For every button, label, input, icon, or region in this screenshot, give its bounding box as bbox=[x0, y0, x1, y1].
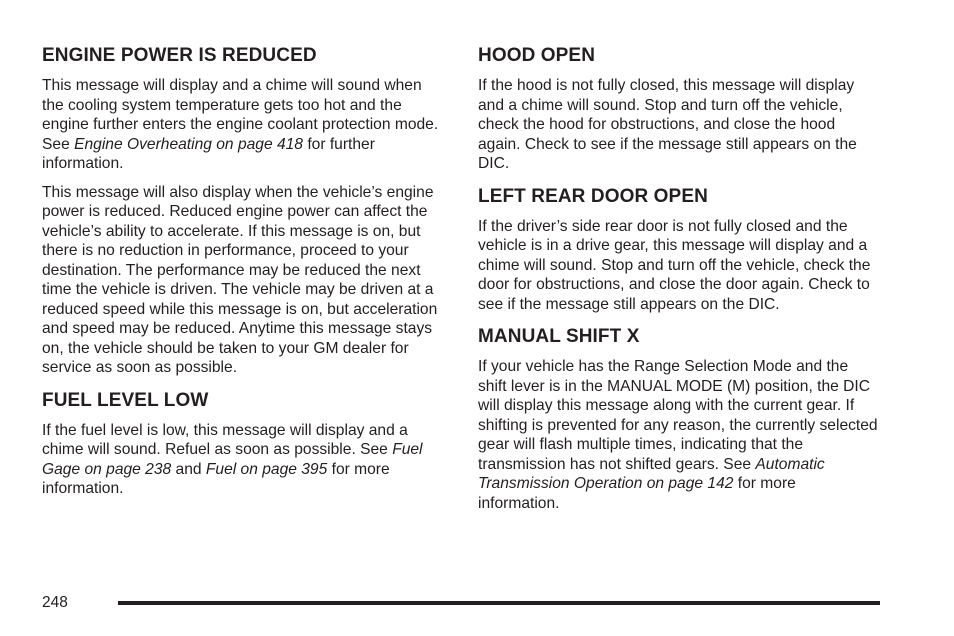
paragraph bbox=[42, 421, 444, 499]
footer-rule bbox=[118, 601, 880, 605]
paragraph: If the hood is not fully closed, this message will display and a chime will sound. Stop and turn off the vehicle, check the hood for obstructions, and close the hood again. Check to see if the message still appears on the DIC. bbox=[478, 77, 857, 172]
section-heading: ENGINE POWER IS REDUCED bbox=[42, 45, 317, 66]
right-column bbox=[478, 45, 880, 525]
paragraph bbox=[478, 357, 880, 513]
paragraph: If the driver’s side rear door is not fully closed and the vehicle is in a drive gear, this message will display and a chime will sound. Stop and turn off the vehicle, check the door for obstructions, and close the door again. Check to see if the message still appears on the DIC. bbox=[478, 217, 871, 313]
cross-reference-link[interactable]: Fuel Gage on page 238 bbox=[42, 441, 423, 478]
section-engine-power-reduced bbox=[42, 45, 444, 378]
body-text: for more information. bbox=[478, 475, 796, 512]
section-manual-shift-x bbox=[478, 326, 880, 513]
body-text: for more information. bbox=[42, 460, 390, 497]
body-text: for further information. bbox=[42, 135, 375, 172]
section-left-rear-door-open bbox=[478, 186, 880, 315]
left-column bbox=[42, 45, 444, 511]
section-hood-open bbox=[478, 45, 880, 174]
cross-reference-link[interactable]: Engine Overheating on page 418 bbox=[74, 135, 303, 153]
section-heading: HOOD OPEN bbox=[478, 45, 596, 66]
paragraph bbox=[42, 76, 444, 174]
body-text: If the fuel level is low, this message will display and a chime will sound. Refuel as soon as possible. See bbox=[42, 421, 408, 458]
body-text: and bbox=[171, 460, 206, 478]
body-text: This message will display and a chime will sound when the cooling system temperature gets too hot and the engine further enters the engine coolant protection mode. See bbox=[42, 77, 439, 153]
cross-reference-link[interactable]: Automatic Transmission Operation on page 142 bbox=[478, 455, 825, 492]
section-heading: FUEL LEVEL LOW bbox=[42, 389, 209, 411]
paragraph: This message will also display when the vehicle’s engine power is reduced. Reduced engine power can affect the vehicle’s ability to accelerate. If this message is on, but there is no reduction in performance, proceed to your destination. The performance may be reduced the next time the vehicle is driven. The vehicle may be driven at a reduced speed while this message is on, but acceleration and speed may be reduced. Anytime this message stays on, the vehicle should be taken to your GM dealer for service as soon as possible. bbox=[42, 183, 438, 376]
cross-reference-link[interactable]: Fuel on page 395 bbox=[205, 460, 328, 478]
page-number: 248 bbox=[42, 594, 68, 611]
section-heading: LEFT REAR DOOR OPEN bbox=[478, 185, 708, 207]
section-heading: MANUAL SHIFT X bbox=[478, 326, 640, 347]
body-text: If your vehicle has the Range Selection Mode and the shift lever is in the MANUAL MODE (M) position, the DIC will display this message along with the current gear. If shifting is prevented for any reason, the currently selected gear will flash multiple times, indicating that the transmission has not shifted gears. See bbox=[478, 358, 878, 473]
section-fuel-level-low bbox=[42, 390, 444, 499]
